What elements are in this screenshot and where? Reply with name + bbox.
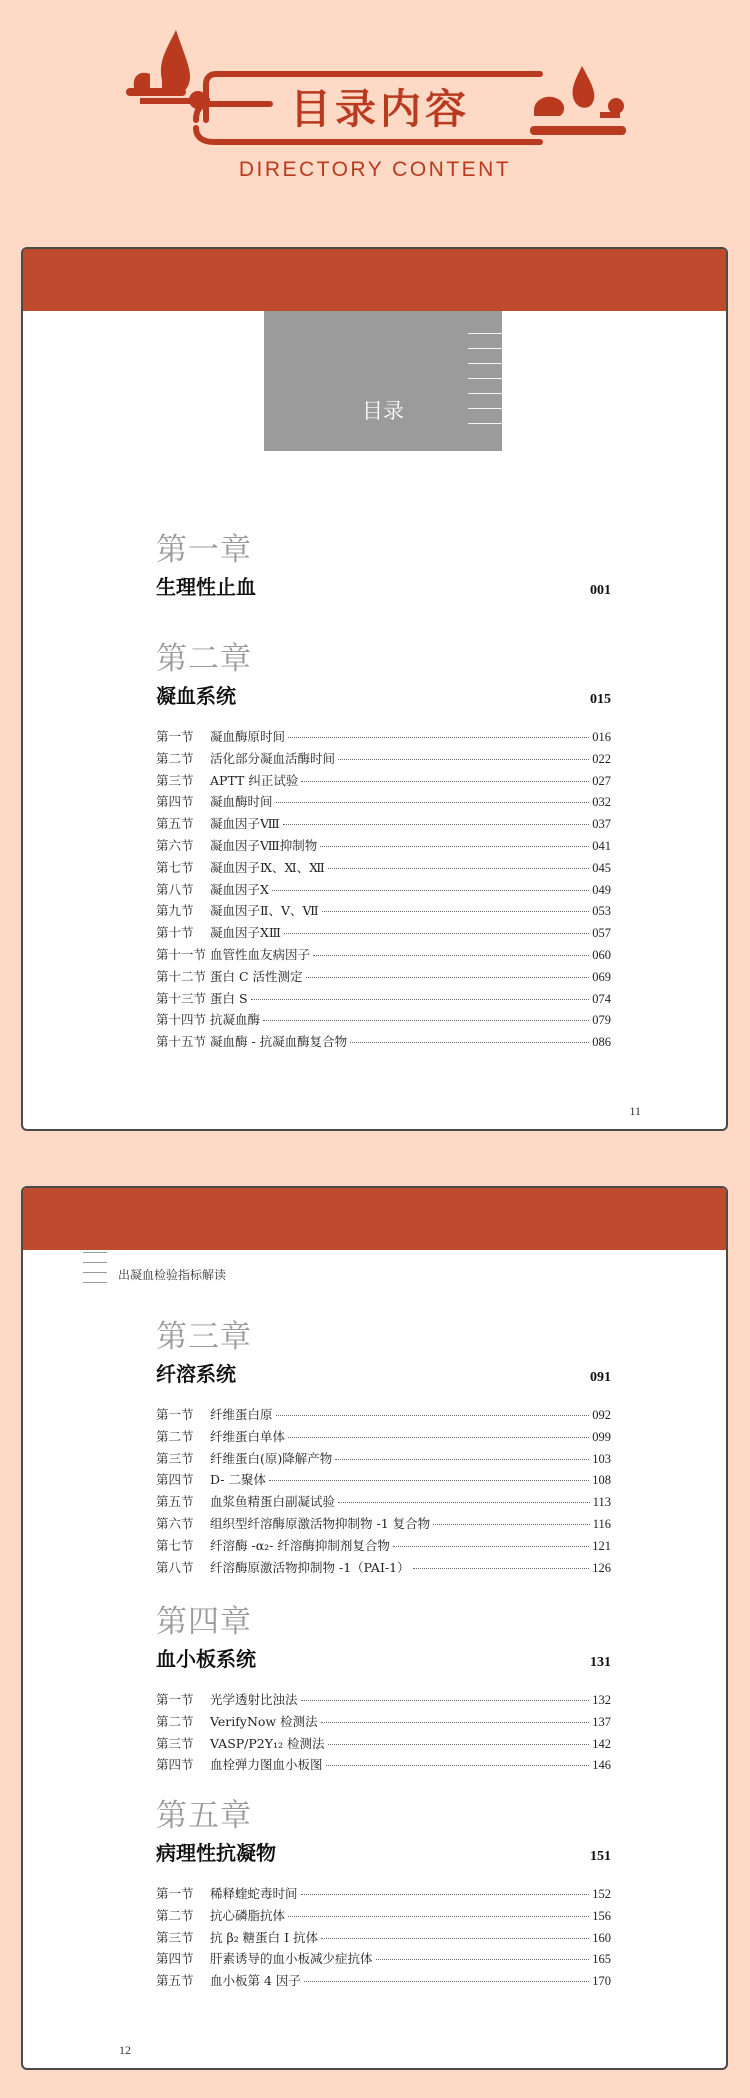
chapter-block — [156, 1797, 611, 1993]
section-number: 第六节 — [156, 837, 194, 853]
dot-leader — [376, 1959, 590, 1960]
section-number: 第五节 — [156, 1494, 194, 1510]
section-list — [156, 727, 611, 1054]
section-row — [156, 1971, 611, 1993]
section-page: 132 — [592, 1693, 611, 1707]
page-number: 11 — [629, 1104, 641, 1118]
section-page: 069 — [592, 969, 611, 984]
section-row — [156, 858, 611, 880]
chapter-name: 病理性抗凝物 — [156, 1841, 276, 1865]
section-name: 凝血因子Ⅱ、Ⅴ、Ⅶ — [210, 903, 319, 919]
section-number: 第七节 — [156, 1537, 194, 1553]
chapter-heading-row — [156, 1643, 611, 1672]
section-page: 022 — [592, 751, 611, 766]
section-number: 第十一节 — [156, 946, 207, 962]
chapter-heading-row — [156, 571, 611, 600]
section-page: 103 — [592, 1451, 611, 1466]
section-page: 086 — [592, 1035, 611, 1050]
section-name: 蛋白 C 活性测定 — [210, 968, 303, 984]
running-title: 出凝血检验指标解读 — [118, 1268, 227, 1282]
chapter-number: 第一章 — [156, 532, 252, 568]
section-number: 第八节 — [156, 881, 194, 897]
chapter-number: 第三章 — [156, 1319, 252, 1355]
dot-leader — [393, 1546, 589, 1547]
section-row — [156, 1449, 611, 1471]
section-page: 142 — [592, 1736, 611, 1751]
section-name: 凝血酶时间 — [210, 794, 273, 810]
page-header — [0, 0, 750, 200]
section-page: 079 — [592, 1013, 611, 1028]
section-row — [156, 1755, 611, 1777]
chapter-heading-row — [156, 680, 611, 709]
section-page: 116 — [592, 1516, 611, 1531]
section-row — [156, 1734, 611, 1756]
section-page: 074 — [592, 991, 611, 1006]
left-bar-icon — [126, 88, 186, 96]
section-name: 凝血酶原时间 — [210, 729, 286, 744]
dot-leader — [322, 911, 590, 912]
book-page-12 — [21, 1186, 728, 2070]
dot-leader — [306, 977, 590, 978]
section-page: 045 — [592, 860, 611, 875]
section-number: 第一节 — [156, 1692, 194, 1707]
page-number: 12 — [119, 2043, 131, 2057]
section-row — [156, 1010, 611, 1032]
dot-leader — [288, 1916, 589, 1917]
section-number: 第四节 — [156, 1951, 194, 1967]
section-page: 099 — [592, 1429, 611, 1444]
dot-leader — [328, 1744, 590, 1745]
chapter-block — [156, 1603, 611, 1777]
section-row — [156, 945, 611, 967]
running-title-lines — [83, 1252, 107, 1292]
chapter-page: 151 — [590, 1849, 611, 1864]
dot-leader — [301, 1894, 590, 1895]
section-page: 108 — [592, 1473, 611, 1488]
section-name: 纤维蛋白(原)降解产物 — [210, 1450, 333, 1466]
dot-leader — [320, 846, 589, 847]
dot-leader — [338, 759, 589, 760]
dot-leader — [338, 1502, 590, 1503]
chapter-block — [156, 531, 611, 600]
section-row — [156, 771, 611, 793]
dot-leader — [413, 1568, 590, 1569]
dot-leader — [269, 1480, 589, 1481]
section-row — [156, 923, 611, 945]
section-page: 121 — [592, 1538, 611, 1553]
section-row — [156, 1514, 611, 1536]
dot-leader — [350, 1042, 589, 1043]
chapter-page: 001 — [590, 583, 611, 598]
chapter-block — [156, 640, 611, 1054]
section-page: 165 — [592, 1952, 611, 1967]
section-page: 041 — [592, 838, 611, 853]
section-row — [156, 1405, 611, 1427]
dot-leader — [251, 999, 590, 1000]
dot-leader — [263, 1020, 589, 1021]
dot-leader — [283, 824, 590, 825]
section-name: 凝血因子Ⅸ、Ⅺ、Ⅻ — [210, 859, 325, 875]
section-page: 160 — [592, 1930, 611, 1945]
section-row — [156, 1928, 611, 1950]
section-number: 第三节 — [156, 1450, 194, 1466]
section-number: 第二节 — [156, 1907, 194, 1923]
section-page: 016 — [592, 730, 611, 744]
section-name: 光学透射比浊法 — [210, 1692, 298, 1707]
section-name: 凝血酶 - 抗凝血酶复合物 — [210, 1034, 348, 1050]
section-name: 蛋白 S — [210, 990, 248, 1006]
page-band — [23, 249, 726, 311]
right-bar-icon — [530, 126, 626, 135]
section-page: 092 — [592, 1408, 611, 1422]
section-row — [156, 989, 611, 1011]
page-title: 目录内容 — [290, 85, 470, 133]
section-name: D- 二聚体 — [210, 1472, 266, 1488]
section-page: 027 — [592, 773, 611, 788]
book-page-11 — [21, 247, 728, 1131]
section-page: 060 — [592, 947, 611, 962]
section-name: 抗心磷脂抗体 — [210, 1907, 286, 1923]
dot-leader — [284, 933, 589, 934]
dot-leader — [304, 1981, 589, 1982]
chapter-page: 015 — [590, 692, 611, 707]
section-name: 凝血因子Ⅹ — [210, 881, 269, 897]
section-page: 053 — [592, 904, 611, 919]
section-row — [156, 901, 611, 923]
section-number: 第八节 — [156, 1559, 194, 1575]
dot-leader — [301, 781, 589, 782]
section-row — [156, 1427, 611, 1449]
dot-leader — [288, 737, 589, 738]
section-list — [156, 1884, 611, 1993]
dot-leader — [313, 955, 589, 956]
section-number: 第四节 — [156, 1757, 194, 1773]
section-number: 第十节 — [156, 925, 194, 941]
section-row — [156, 1032, 611, 1054]
section-name: 抗凝血酶 — [210, 1012, 261, 1028]
section-row — [156, 880, 611, 902]
chapter-name: 血小板系统 — [156, 1647, 256, 1671]
chapter-page: 131 — [590, 1655, 611, 1670]
section-name: 活化部分凝血活酶时间 — [210, 750, 336, 766]
section-name: 凝血因子ⅩⅢ — [210, 925, 281, 941]
dot-leader — [276, 1415, 590, 1416]
section-row — [156, 814, 611, 836]
chapter-block — [156, 1318, 611, 1579]
section-row — [156, 1470, 611, 1492]
section-name: 纤溶酶 -α₂- 纤溶酶抑制剂复合物 — [210, 1537, 390, 1553]
contents-tab — [264, 311, 502, 451]
section-number: 第四节 — [156, 794, 194, 810]
section-row — [156, 792, 611, 814]
right-dot-icon — [608, 98, 624, 114]
section-page: 137 — [592, 1714, 611, 1729]
section-name: 血管性血友病因子 — [210, 946, 311, 962]
section-name: 纤维蛋白原 — [210, 1407, 273, 1422]
chapter-heading-row — [156, 1837, 611, 1866]
right-flame-icon — [573, 66, 595, 108]
left-leaf-icon — [134, 73, 150, 88]
section-name: VASP/P2Y₁₂ 检测法 — [210, 1735, 325, 1751]
page-band — [23, 1188, 726, 1250]
section-row — [156, 1884, 611, 1906]
page-subtitle: DIRECTORY CONTENT — [238, 158, 512, 181]
chapter-name: 纤溶系统 — [156, 1362, 236, 1386]
section-row — [156, 1492, 611, 1514]
contents-tab-label: 目录 — [362, 399, 404, 423]
section-row — [156, 1712, 611, 1734]
section-name: APTT 纠正试验 — [210, 772, 299, 788]
section-list — [156, 1690, 611, 1777]
section-name: 稀释蝰蛇毒时间 — [210, 1886, 298, 1901]
dot-leader — [301, 1700, 590, 1701]
chapter-name: 生理性止血 — [156, 575, 256, 599]
section-number: 第一节 — [156, 1886, 194, 1901]
section-name: 凝血因子Ⅷ抑制物 — [210, 837, 318, 853]
section-page: 152 — [592, 1887, 611, 1901]
section-row — [156, 1558, 611, 1580]
section-row — [156, 749, 611, 771]
section-name: 血小板第 4 因子 — [210, 1973, 301, 1989]
dot-leader — [321, 1938, 589, 1939]
chapter-page: 091 — [590, 1370, 611, 1385]
section-row — [156, 1906, 611, 1928]
section-number: 第九节 — [156, 903, 194, 919]
right-scroll-icon — [534, 97, 564, 116]
section-name: 组织型纤溶酶原激活物抑制物 -1 复合物 — [210, 1515, 431, 1531]
section-number: 第三节 — [156, 772, 194, 788]
section-name: 凝血因子Ⅷ — [210, 816, 280, 832]
section-number: 第十五节 — [156, 1034, 207, 1050]
section-page: 156 — [592, 1908, 611, 1923]
dot-leader — [272, 890, 589, 891]
section-name: 纤维蛋白单体 — [210, 1428, 286, 1444]
dot-leader — [321, 1722, 590, 1723]
section-row — [156, 1949, 611, 1971]
section-number: 第五节 — [156, 1973, 194, 1989]
section-number: 第十二节 — [156, 968, 207, 984]
section-page: 049 — [592, 882, 611, 897]
section-number: 第五节 — [156, 816, 194, 832]
section-name: VerifyNow 检测法 — [210, 1713, 318, 1729]
section-number: 第四节 — [156, 1472, 194, 1488]
section-name: 血栓弹力图血小板图 — [210, 1757, 323, 1773]
section-page: 146 — [592, 1758, 611, 1773]
section-number: 第一节 — [156, 1407, 194, 1422]
section-list — [156, 1405, 611, 1579]
section-row — [156, 836, 611, 858]
dot-leader — [288, 1437, 589, 1438]
dot-leader — [335, 1459, 589, 1460]
section-number: 第三节 — [156, 1929, 194, 1945]
section-number: 第三节 — [156, 1735, 194, 1751]
section-number: 第七节 — [156, 859, 194, 875]
section-name: 肝素诱导的血小板减少症抗体 — [210, 1951, 373, 1967]
dot-leader — [326, 1765, 590, 1766]
section-number: 第二节 — [156, 1428, 194, 1444]
section-page: 170 — [592, 1974, 611, 1989]
section-number: 第十四节 — [156, 1012, 207, 1028]
section-number: 第二节 — [156, 750, 194, 766]
section-page: 032 — [592, 795, 611, 810]
dot-leader — [433, 1524, 590, 1525]
section-number: 第一节 — [156, 729, 194, 744]
section-name: 血浆鱼精蛋白副凝试验 — [210, 1494, 336, 1510]
chapter-heading-row — [156, 1358, 611, 1387]
section-page: 057 — [592, 926, 611, 941]
chapter-number: 第四章 — [156, 1604, 252, 1640]
section-number: 第六节 — [156, 1515, 194, 1531]
dot-leader — [276, 802, 590, 803]
section-page: 037 — [592, 817, 611, 832]
section-page: 113 — [592, 1495, 611, 1510]
dot-leader — [328, 868, 589, 869]
section-row — [156, 1536, 611, 1558]
section-name: 抗 β₂ 糖蛋白 Ⅰ 抗体 — [210, 1929, 319, 1945]
section-number: 第二节 — [156, 1713, 194, 1729]
section-row — [156, 727, 611, 749]
chapter-number: 第二章 — [156, 641, 252, 677]
section-page: 126 — [592, 1560, 611, 1575]
chapter-number: 第五章 — [156, 1798, 252, 1834]
section-number: 第十三节 — [156, 990, 207, 1006]
section-row — [156, 1690, 611, 1712]
chapter-name: 凝血系统 — [156, 684, 236, 708]
section-row — [156, 967, 611, 989]
section-name: 纤溶酶原激活物抑制物 -1（PAI-1） — [210, 1559, 410, 1575]
